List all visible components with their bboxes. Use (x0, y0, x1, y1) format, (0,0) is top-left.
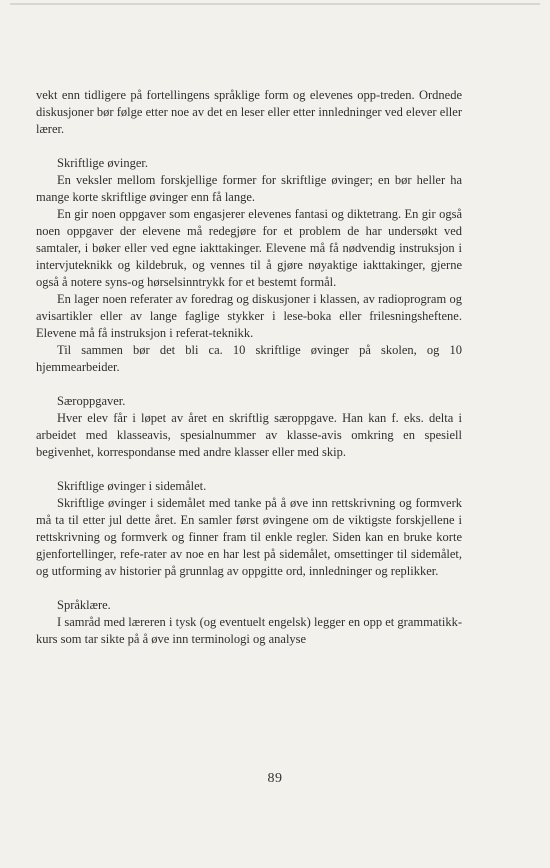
section-heading: Skriftlige øvinger. (57, 156, 148, 170)
section-heading: Skriftlige øvinger i sidemålet. (57, 479, 207, 493)
page-text (36, 87, 462, 648)
body-paragraph: Til sammen bør det bli ca. 10 skriftlige øvinger på skolen, og 10 hjemmearbeider. (36, 343, 462, 374)
body-paragraph: I samråd med læreren i tysk (og eventuelt engelsk) legger en opp et grammatikk-kurs som tar sikte på å øve inn terminologi og analyse (36, 615, 462, 646)
page-number: 89 (267, 771, 283, 786)
body-paragraph: En veksler mellom forskjellige former for skriftlige øvinger; en bør heller ha mange korte skriftlige øvinger enn få lange. (36, 173, 462, 204)
body-paragraph: vekt enn tidligere på fortellingens språklige form og elevenes opp-treden. Ordnede diskusjoner bør følge etter noe av det en leser eller etter innledninger ved elever eller lærer. (36, 88, 462, 136)
body-paragraph: Skriftlige øvinger i sidemålet med tanke på å øve inn rettskrivning og formverk må ta til etter jul dette året. En samler først øvingene om de viktigste forskjellene i rettskrivning og formverk og finner fram til enkle regler. Siden kan en bruke korte gjenfortellinger, refe-rater av noe en har lest på sidemålet, omsettinger til sidemålet, og utforming av historier på grunnlag av oppgitte ord, innledninger og replikker. (36, 496, 462, 578)
body-paragraph: Hver elev får i løpet av året en skriftlig særoppgave. Han kan f. eks. delta i arbeidet med klasseavis, spesialnummer av klasse-avis omkring en spesiell begivenhet, korrespondanse med andre klasser eller med skip. (36, 411, 462, 459)
body-paragraph: En lager noen referater av foredrag og diskusjoner i klassen, av radioprogram og avisartikler eller av lange faglige stykker i lese-boka eller frilesningsheftene. Elevene må få instruksjon i referat-teknikk. (36, 292, 462, 340)
section-heading: Språklære. (57, 598, 111, 612)
top-edge-rule (10, 3, 540, 5)
section-heading: Særoppgaver. (57, 394, 126, 408)
body-paragraph: En gir noen oppgaver som engasjerer elevenes fantasi og diktetrang. En gir også noen oppgaver der elevene må redegjøre for et problem de har undersøkt ved samtaler, i bøker eller ved egne iakttakinger. Elevene må få nødvendig instruksjon i intervjuteknikk og kildebruk, og vennes til å gjøre nøyaktige iakttakinger, gjerne også å notere syns-og hørselsinntrykk for et bestemt formål. (36, 207, 462, 289)
